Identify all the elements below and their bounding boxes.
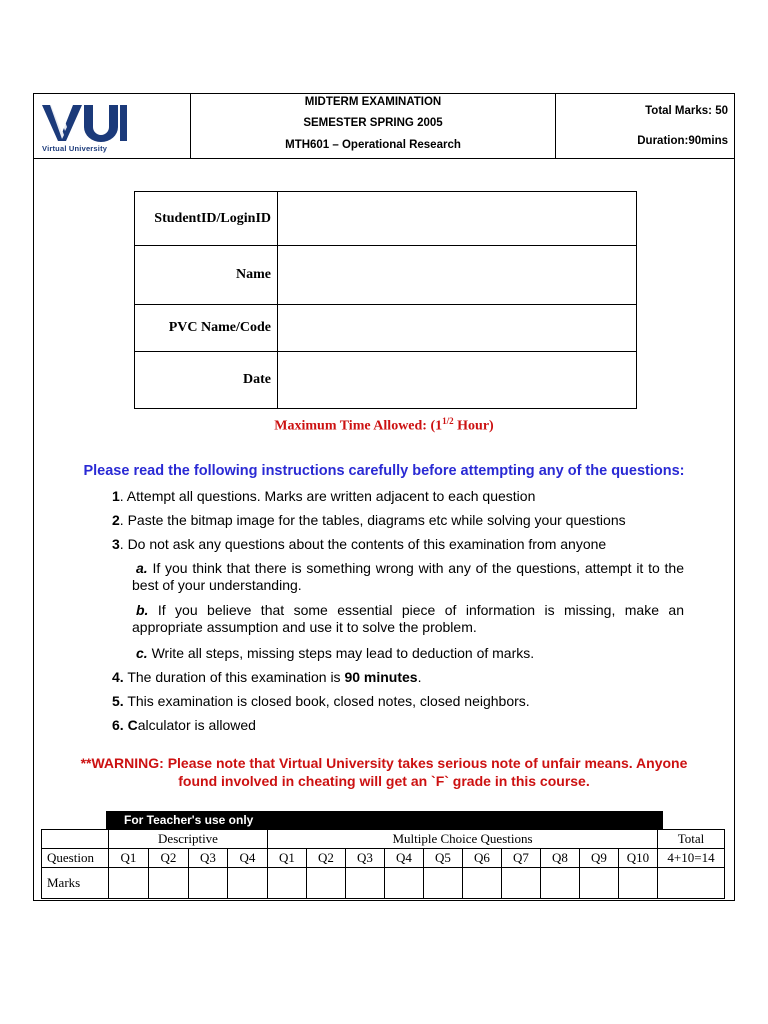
question-row-label: Question: [42, 849, 109, 868]
instructions-heading: Please read the following instructions carefully before attempting any of the questions:: [83, 463, 685, 479]
marks-cell[interactable]: [149, 868, 189, 899]
student-info-table: [134, 191, 637, 409]
max-time-fraction: 1/2: [442, 416, 454, 426]
instruction-text: alculator is allowed: [137, 717, 256, 733]
instruction-number: 2: [112, 512, 120, 528]
instruction-letter: c.: [136, 645, 148, 661]
logo-cell: [34, 94, 191, 158]
instruction-emphasis: 90 minutes: [344, 669, 418, 685]
marks-cell[interactable]: [463, 868, 502, 899]
warning-line-1: **WARNING: Please note that Virtual University takes serious note of unfair means. Anyone: [80, 755, 688, 771]
marks-table-group-row: [42, 830, 725, 849]
instruction-number: 6. C: [112, 717, 138, 733]
instruction-letter: b.: [136, 602, 149, 618]
studentid-label: StudentID/LoginID: [135, 192, 278, 245]
instruction-text: . Paste the bitmap image for the tables, diagrams etc while solving your questions: [119, 512, 626, 528]
instruction-letter: a.: [136, 560, 148, 576]
col-header: Q1: [109, 849, 149, 868]
total-value: 4+10=14: [658, 849, 725, 868]
name-label: Name: [135, 246, 278, 304]
pvc-label: PVC Name/Code: [135, 305, 278, 351]
instruction-subitem: [132, 602, 684, 636]
teacher-use-banner: For Teacher's use only: [106, 811, 663, 829]
col-header: Q7: [502, 849, 541, 868]
instruction-number: 3: [112, 536, 120, 552]
vu-logo-icon: [40, 101, 128, 143]
marks-cell[interactable]: [307, 868, 346, 899]
col-header: Q6: [463, 849, 502, 868]
logo-caption: Virtual University: [42, 144, 108, 153]
marks-table-question-row: [42, 849, 725, 868]
marks-cell[interactable]: [502, 868, 541, 899]
max-time-prefix: Maximum Time Allowed: (1: [274, 418, 443, 434]
marks-cell[interactable]: [385, 868, 424, 899]
exam-title-cell: [191, 94, 556, 158]
exam-header: [34, 94, 734, 159]
instruction-subitem: [132, 645, 684, 662]
instruction-text: If you believe that some essential piece of information is missing, make an appropriate assumption and use it to solve the problem.: [132, 602, 684, 635]
exam-title: MIDTERM EXAMINATION: [304, 96, 442, 108]
marks-cell[interactable]: [580, 868, 619, 899]
instruction-item: [112, 717, 692, 734]
group-blank-cell: [42, 830, 109, 849]
exam-semester: SEMESTER SPRING 2005: [303, 117, 443, 129]
group-descriptive: Descriptive: [109, 830, 268, 849]
marks-cell[interactable]: [619, 868, 658, 899]
group-mcq: Multiple Choice Questions: [268, 830, 658, 849]
max-time-suffix: Hour): [453, 418, 494, 434]
info-row-date: [135, 352, 636, 408]
total-marks: Total Marks: 50: [645, 105, 728, 117]
marks-cell[interactable]: [424, 868, 463, 899]
instruction-item: [112, 488, 692, 505]
pvc-field[interactable]: [278, 305, 636, 351]
instruction-subitem: [132, 560, 684, 594]
instruction-item: [112, 693, 692, 710]
studentid-field[interactable]: [278, 192, 636, 245]
instruction-number: 1: [112, 488, 120, 504]
marks-cell[interactable]: [228, 868, 268, 899]
col-header: Q2: [307, 849, 346, 868]
marks-table-marks-row: [42, 868, 725, 899]
col-header: Q9: [580, 849, 619, 868]
instruction-text: This examination is closed book, closed notes, closed neighbors.: [123, 693, 530, 709]
col-header: Q4: [228, 849, 268, 868]
name-field[interactable]: [278, 246, 636, 304]
marks-row-label: Marks: [42, 868, 109, 899]
instruction-text: . Attempt all questions. Marks are written adjacent to each question: [119, 488, 536, 504]
marks-cell[interactable]: [268, 868, 307, 899]
cheating-warning: [34, 754, 734, 790]
marks-cell[interactable]: [109, 868, 149, 899]
total-marks-cell[interactable]: [658, 868, 725, 899]
warning-line-2: found involved in cheating will get an `F` grade in this course.: [178, 773, 590, 789]
instruction-text: . Do not ask any questions about the contents of this examination from anyone: [119, 536, 607, 552]
instruction-item: [112, 512, 692, 529]
exam-course: MTH601 – Operational Research: [285, 139, 461, 151]
marks-cell[interactable]: [541, 868, 580, 899]
col-header: Q5: [424, 849, 463, 868]
date-field[interactable]: [278, 352, 636, 408]
vu-logo: [40, 101, 128, 153]
col-header: Q2: [149, 849, 189, 868]
exam-sheet: [33, 93, 735, 901]
marks-cell[interactable]: [189, 868, 228, 899]
col-header: Q3: [189, 849, 228, 868]
col-header: Q4: [385, 849, 424, 868]
instruction-number: 4.: [112, 669, 124, 685]
instruction-text: If you think that there is something wrong with any of the questions, attempt it to the best of your understanding.: [132, 560, 684, 593]
exam-meta-cell: [556, 94, 734, 158]
instruction-text: The duration of this examination is: [123, 669, 345, 685]
instruction-item: [112, 669, 692, 686]
col-header: Q1: [268, 849, 307, 868]
group-total: Total: [658, 830, 725, 849]
date-label: Date: [135, 352, 278, 408]
instruction-text-end: .: [417, 669, 422, 685]
col-header: Q3: [346, 849, 385, 868]
instruction-item: [112, 536, 692, 553]
col-header: Q10: [619, 849, 658, 868]
duration: Duration:90mins: [637, 135, 728, 147]
info-row-name: [135, 246, 636, 305]
max-time-allowed: [34, 416, 734, 435]
col-header: Q8: [541, 849, 580, 868]
info-row-pvc: [135, 305, 636, 352]
instruction-number: 5.: [112, 693, 124, 709]
info-row-studentid: [135, 192, 636, 246]
marks-table: [41, 829, 725, 899]
marks-cell[interactable]: [346, 868, 385, 899]
instruction-text: Write all steps, missing steps may lead to deduction of marks.: [147, 645, 535, 661]
